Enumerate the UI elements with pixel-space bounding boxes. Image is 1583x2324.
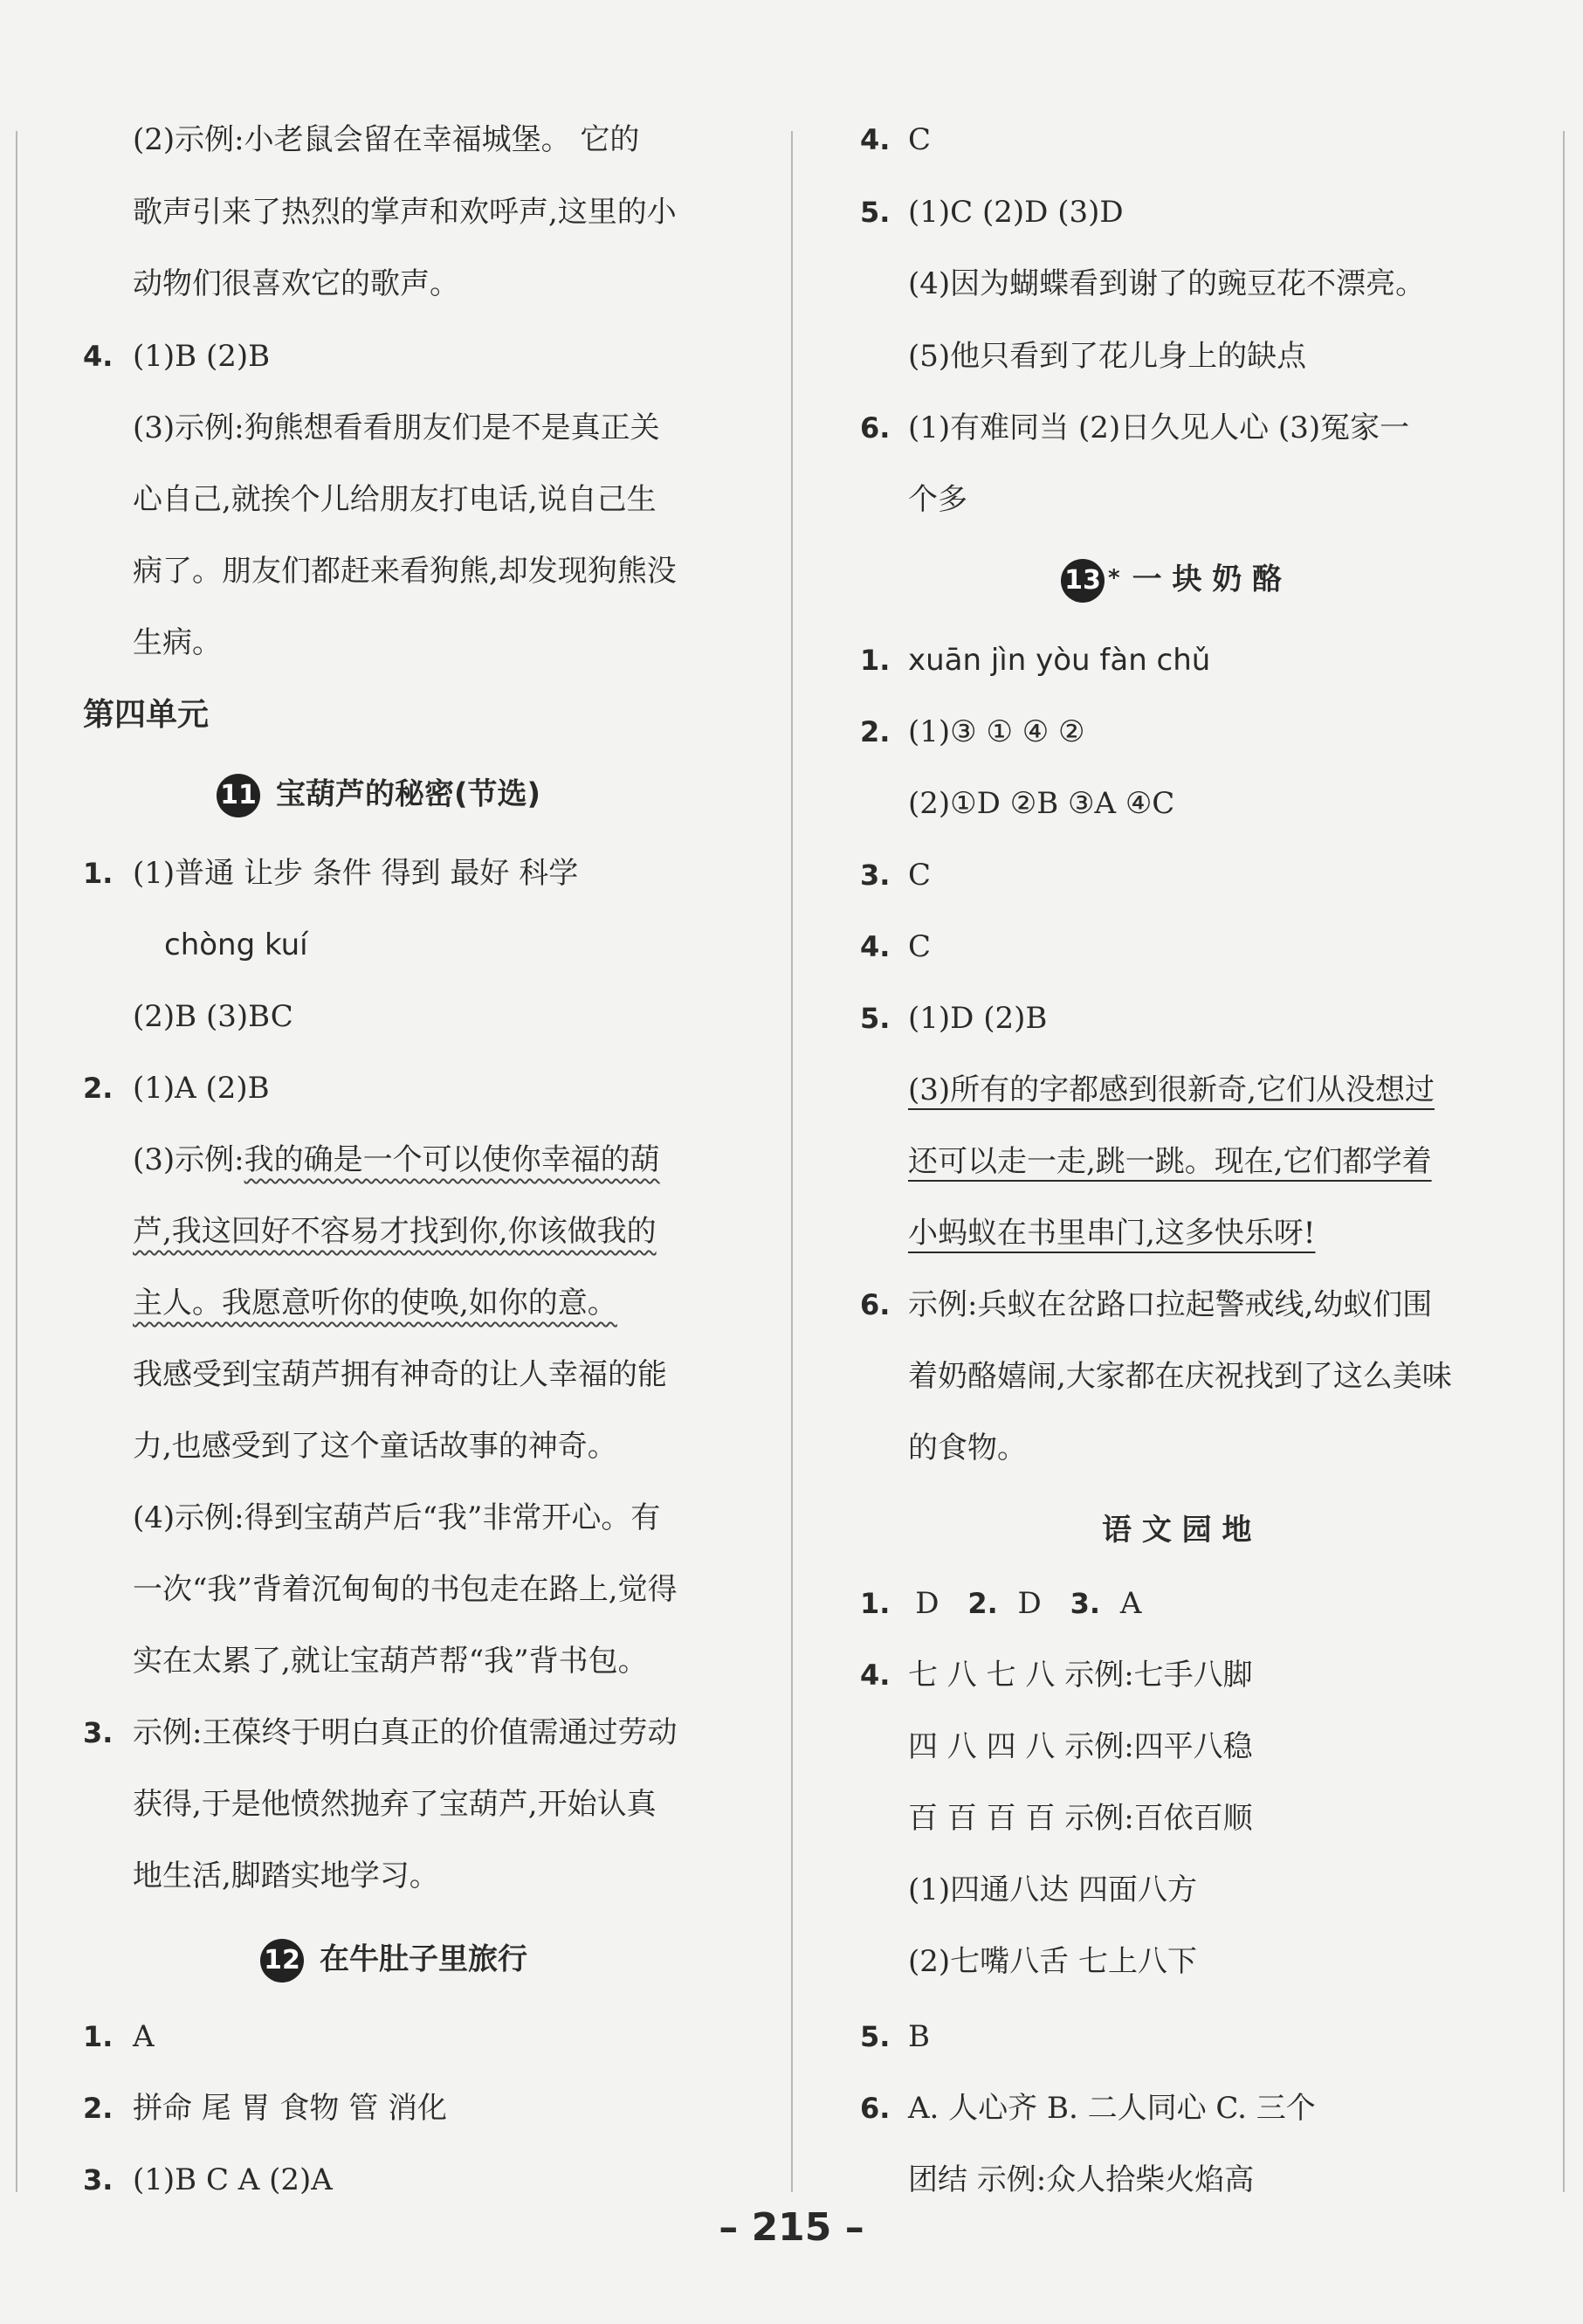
wavy-underlined-text: 我的确是一个可以使你幸福的葫 <box>244 1142 660 1177</box>
answer-line: xuān jìn yòu fàn chǔ <box>908 643 1211 678</box>
page-number: – 215 – <box>719 2205 864 2250</box>
answer-line: 生病。 <box>133 625 222 660</box>
answer-line: (1)A (2)B <box>133 1071 270 1106</box>
question-number: 2. <box>83 1072 114 1105</box>
right-margin-rule <box>1563 131 1565 2192</box>
left-q3-2-line2: 歌声引来了热烈的掌声和欢呼声,这里的小 <box>133 195 677 230</box>
question-number: 6. <box>860 1288 891 1321</box>
answer-line <box>860 1584 1141 1623</box>
lesson-13-heading <box>1061 559 1282 603</box>
answer-line: 七 八 七 八 示例:七手八脚 <box>908 1658 1253 1693</box>
wavy-underlined-text: 主人。我愿意听你的使唤,如你的意。 <box>133 1286 617 1321</box>
lesson-11-heading <box>217 774 540 817</box>
question-number: 2. <box>860 715 891 748</box>
answer-line: 四 八 四 八 示例:四平八稳 <box>908 1729 1253 1764</box>
answer-prefix: (3)示例: <box>133 1142 244 1177</box>
question-number: 3. <box>860 859 891 892</box>
lesson-number-badge: 11 <box>217 774 260 817</box>
question-number: 5. <box>860 1002 891 1035</box>
answer-line: (5)他只看到了花儿身上的缺点 <box>908 339 1307 374</box>
left-margin-rule <box>16 131 17 2192</box>
answer-line: 获得,于是他愤然抛弃了宝葫芦,开始认真 <box>133 1787 657 1822</box>
answer-line: C <box>908 929 932 964</box>
answer-line: (4)示例:得到宝葫芦后“我”非常开心。有 <box>133 1500 661 1535</box>
chinese-garden-heading: 语 文 园 地 <box>1102 1513 1252 1548</box>
answer-line: (4)因为蝴蝶看到谢了的豌豆花不漂亮。 <box>908 266 1426 301</box>
question-number: 6. <box>860 2092 891 2125</box>
underlined-text: (3)所有的字都感到很新奇,它们从没想过 <box>908 1072 1435 1107</box>
question-number: 4. <box>860 1659 891 1692</box>
answer-line: C <box>908 122 932 157</box>
answer-value: A <box>1119 1586 1142 1621</box>
answer-line: (1)③ ① ④ ② <box>908 714 1085 749</box>
lesson-title: 在牛肚子里旅行 <box>320 1941 527 1977</box>
question-number: 5. <box>860 196 891 229</box>
answer-value: D <box>1017 1586 1042 1621</box>
answer-line: chòng kuí <box>164 928 308 962</box>
left-q3-2-line3: 动物们很喜欢它的歌声。 <box>133 266 459 301</box>
question-number: 4. <box>860 123 891 156</box>
optional-lesson-star: * <box>1108 565 1120 591</box>
answer-line: 个多 <box>908 482 967 517</box>
answer-line: 地生活,脚踏实地学习。 <box>133 1859 439 1893</box>
answer-line: 百 百 百 百 示例:百依百顺 <box>908 1801 1253 1836</box>
question-number: 3. <box>83 2163 114 2196</box>
lesson-title: 宝葫芦的秘密(节选) <box>276 776 541 812</box>
answer-line: (1)D (2)B <box>908 1001 1048 1036</box>
question-number: 3. <box>1070 1587 1101 1620</box>
answer-line: (2)B (3)BC <box>133 999 293 1034</box>
answer-line: (2)七嘴八舌 七上八下 <box>908 1944 1197 1979</box>
answer-line: 病了。朋友们都赶来看狗熊,却发现狗熊没 <box>133 554 677 589</box>
answer-line: 一次“我”背着沉甸甸的书包走在路上,觉得 <box>133 1572 678 1607</box>
answer-line: (1)B (2)B <box>133 339 271 374</box>
question-number: 2. <box>83 2092 114 2125</box>
answer-line: (2)①D ②B ③A ④C <box>908 786 1175 821</box>
answer-line: 力,也感受到了这个童话故事的神奇。 <box>133 1429 617 1464</box>
question-number: 4. <box>860 930 891 963</box>
question-number: 4. <box>83 340 114 373</box>
answer-line: (3)示例:狗熊想看看朋友们是不是真正关 <box>133 410 660 445</box>
answer-line: B <box>908 2019 930 2054</box>
question-number: 2. <box>967 1587 998 1620</box>
answer-line: 着奶酪嬉闹,大家都在庆祝找到了这么美味 <box>908 1359 1452 1394</box>
answer-line: 的食物。 <box>908 1431 1027 1465</box>
answer-line: A. 人心齐 B. 二人同心 C. 三个 <box>908 2091 1316 2126</box>
answer-line: (1)C (2)D (3)D <box>908 195 1124 230</box>
answer-line: 团结 示例:众人拾柴火焰高 <box>908 2162 1255 2197</box>
underlined-text: 还可以走一走,跳一跳。现在,它们都学着 <box>908 1144 1432 1179</box>
answer-line: 示例:兵蚁在岔路口拉起警戒线,幼蚁们围 <box>908 1287 1433 1322</box>
answer-line: 实在太累了,就让宝葫芦帮“我”背书包。 <box>133 1644 648 1679</box>
question-number: 1. <box>83 857 114 890</box>
lesson-number-badge: 12 <box>260 1939 304 1983</box>
question-number: 6. <box>860 411 891 445</box>
underlined-text: 小蚂蚁在书里串门,这多快乐呀! <box>908 1216 1316 1251</box>
left-q3-2-line1: (2)示例:小老鼠会留在幸福城堡。 它的 <box>133 122 640 157</box>
answer-line: 示例:王葆终于明白真正的价值需通过劳动 <box>133 1715 678 1750</box>
answer-line: (1)有难同当 (2)日久见人心 (3)冤家一 <box>908 410 1410 445</box>
question-number: 5. <box>860 2020 891 2053</box>
question-number: 3. <box>83 1716 114 1749</box>
question-number: 1. <box>860 1587 891 1620</box>
lesson-title: 一 块 奶 酪 <box>1132 562 1283 597</box>
answer-line: 拼命 尾 胃 食物 管 消化 <box>133 2091 448 2126</box>
answer-line: (1)B C A (2)A <box>133 2162 333 2197</box>
lesson-12-heading <box>260 1939 527 1983</box>
lesson-number-badge: 13 <box>1061 559 1105 603</box>
answer-line: 心自己,就挨个儿给朋友打电话,说自己生 <box>133 482 657 517</box>
column-divider <box>791 131 793 2192</box>
answer-line: A <box>133 2019 155 2054</box>
wavy-underlined-text: 芦,我这回好不容易才找到你,你该做我的 <box>133 1214 657 1249</box>
answer-line: C <box>908 858 932 893</box>
answer-value: D <box>915 1586 939 1621</box>
answer-line <box>133 1141 660 1179</box>
answer-line: (1)四通八达 四面八方 <box>908 1872 1197 1907</box>
question-number: 1. <box>860 644 891 677</box>
answer-line: 我感受到宝葫芦拥有神奇的让人幸福的能 <box>133 1357 667 1392</box>
question-number: 1. <box>83 2020 114 2053</box>
answer-line: (1)普通 让步 条件 得到 最好 科学 <box>133 856 579 891</box>
unit-title: 第四单元 <box>83 697 210 733</box>
